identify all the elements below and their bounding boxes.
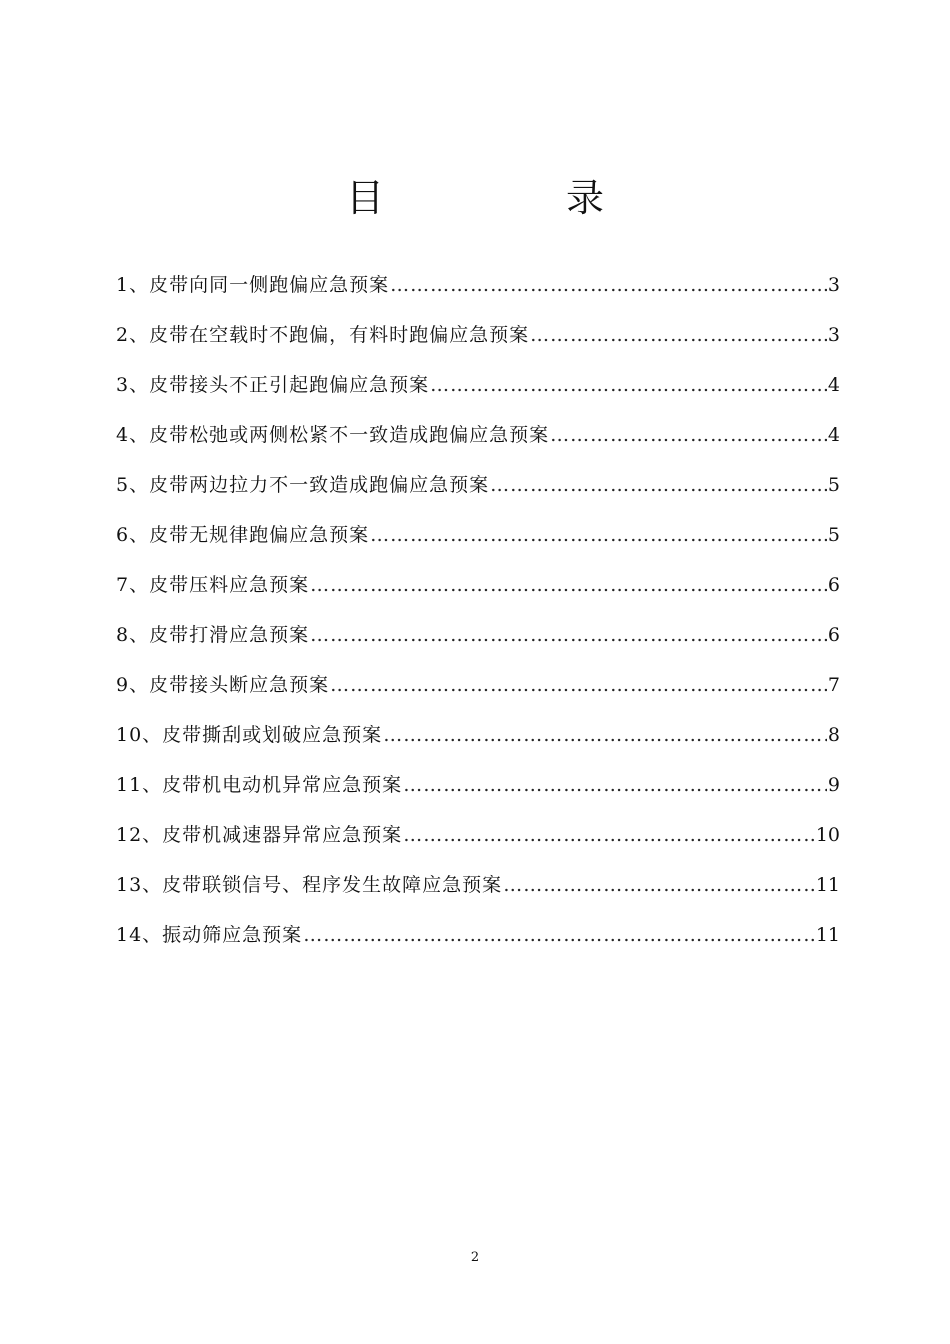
toc-entry-page: 6 [827,574,840,596]
toc-entry[interactable] [116,518,840,568]
toc-entry-page: 7 [827,674,840,696]
toc-entry[interactable] [116,268,840,318]
toc-entry-label: 13、皮带联锁信号、程序发生故障应急预案 [116,874,503,896]
toc-dot-leader [330,668,827,702]
toc-entry-page: 10 [815,824,840,846]
toc-dot-leader [490,468,827,502]
toc-dot-leader [390,268,827,302]
toc-dot-leader [530,318,827,352]
toc-entry[interactable] [116,618,840,668]
toc-entry[interactable] [116,868,840,918]
toc-entry[interactable] [116,568,840,618]
toc-entry-label: 9、皮带接头断应急预案 [116,674,330,696]
toc-dot-leader [403,768,827,802]
toc-entry-label: 2、皮带在空载时不跑偏，有料时跑偏应急预案 [116,324,530,346]
toc-entry-page: 5 [827,524,840,546]
toc-entry-label: 10、皮带撕刮或划破应急预案 [116,724,383,746]
toc-entry-page: 3 [827,324,840,346]
page-number: 2 [470,1250,480,1265]
toc-entry[interactable] [116,468,840,518]
toc-entry-label: 4、皮带松弛或两侧松紧不一致造成跑偏应急预案 [116,424,550,446]
toc-entry[interactable] [116,718,840,768]
toc-entry-page: 11 [815,874,840,896]
toc-dot-leader [550,418,827,452]
toc-entry[interactable] [116,418,840,468]
toc-entry-label: 7、皮带压料应急预案 [116,574,310,596]
toc-dot-leader [370,518,827,552]
toc-dot-leader [403,818,815,852]
toc-dot-leader [310,568,827,602]
toc-dot-leader [430,368,827,402]
toc-entry-page: 11 [815,924,840,946]
toc-entry-page: 8 [827,724,840,746]
table-of-contents [116,268,840,968]
toc-dot-leader [383,718,827,752]
toc-entry-label: 8、皮带打滑应急预案 [116,624,310,646]
page-title: 目 录 [345,176,676,221]
toc-entry[interactable] [116,818,840,868]
toc-entry-page: 3 [827,274,840,296]
toc-entry-page: 4 [827,374,840,396]
toc-entry-label: 1、皮带向同一侧跑偏应急预案 [116,274,390,296]
toc-entry-page: 9 [827,774,840,796]
toc-dot-leader [303,918,815,952]
toc-entry[interactable] [116,668,840,718]
toc-entry-label: 11、皮带机电动机异常应急预案 [116,774,403,796]
toc-entry[interactable] [116,918,840,968]
toc-entry-label: 6、皮带无规律跑偏应急预案 [116,524,370,546]
toc-dot-leader [503,868,815,902]
toc-entry-page: 5 [827,474,840,496]
toc-entry[interactable] [116,768,840,818]
toc-entry-label: 14、振动筛应急预案 [116,924,303,946]
toc-entry-label: 5、皮带两边拉力不一致造成跑偏应急预案 [116,474,490,496]
toc-entry-page: 6 [827,624,840,646]
toc-entry-page: 4 [827,424,840,446]
toc-dot-leader [310,618,827,652]
toc-entry-label: 3、皮带接头不正引起跑偏应急预案 [116,374,430,396]
toc-entry[interactable] [116,368,840,418]
toc-entry[interactable] [116,318,840,368]
toc-entry-label: 12、皮带机减速器异常应急预案 [116,824,403,846]
